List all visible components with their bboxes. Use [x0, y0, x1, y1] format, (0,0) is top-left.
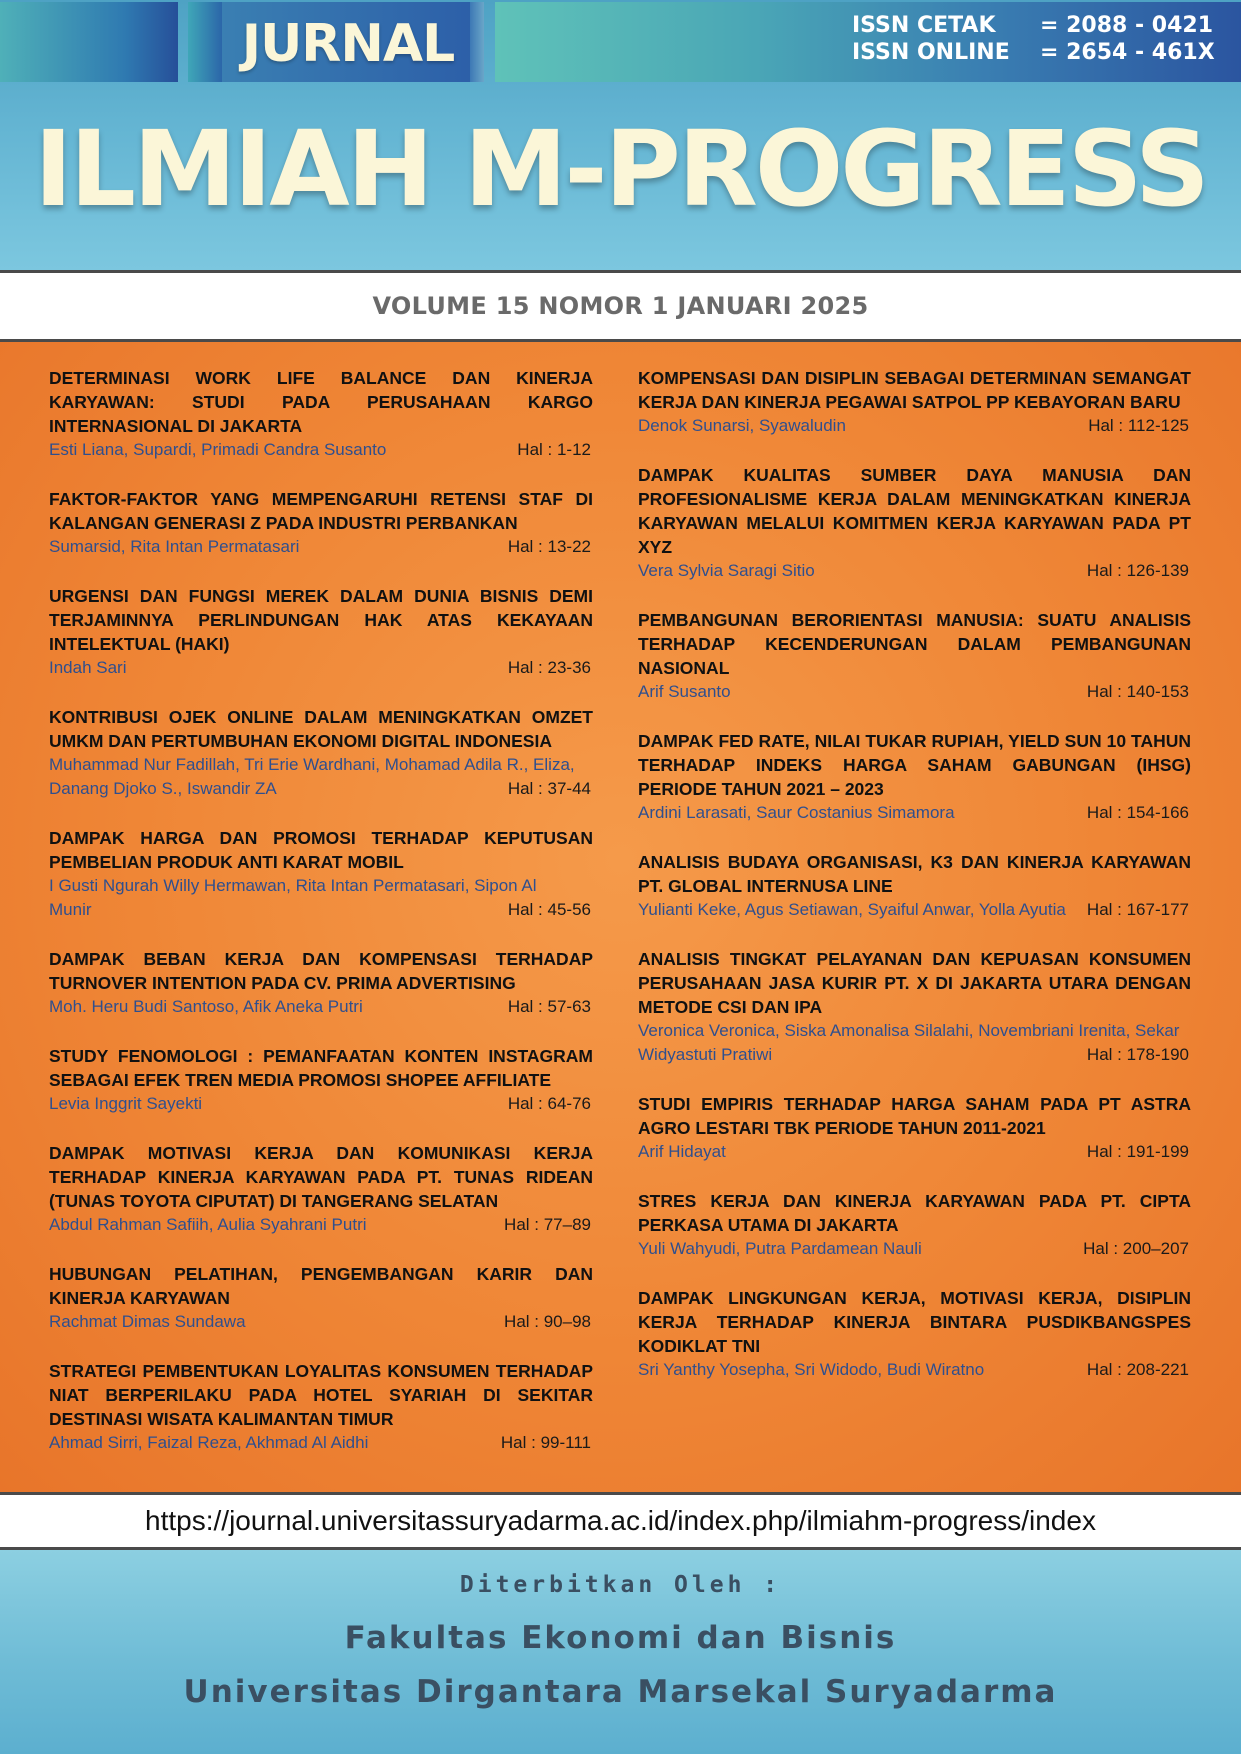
issn-block	[852, 12, 1232, 66]
article-pages: Hal : 191-199	[1086, 1142, 1189, 1161]
article-title[interactable]: STUDY FENOMOLOGI : PEMANFAATAN KONTEN INSTAGRAM SEBAGAI EFEK TREN MEDIA PROMOSI SHOPEE AFFILIATE	[49, 1046, 593, 1090]
article-meta-row	[49, 1431, 593, 1455]
article-title[interactable]: HUBUNGAN PELATIHAN, PENGEMBANGAN KARIR DAN KINERJA KARYAWAN	[49, 1264, 593, 1308]
header-band-decoration	[470, 2, 484, 82]
article-title[interactable]: DAMPAK KUALITAS SUMBER DAYA MANUSIA DAN PROFESIONALISME KERJA DALAM MENINGKATKAN KINERJA KARYAWAN MELALUI KOMITMEN KERJA KARYAWAN PADA PT XYZ	[638, 465, 1191, 557]
article-authors: Yuli Wahyudi, Putra Pardamean Nauli	[638, 1239, 922, 1258]
article-entry	[49, 1359, 593, 1455]
article-entry	[49, 705, 593, 801]
article-authors: Vera Sylvia Saragi Sitio	[638, 561, 815, 580]
journal-header	[0, 0, 1241, 270]
article-title[interactable]: STUDI EMPIRIS TERHADAP HARGA SAHAM PADA PT ASTRA AGRO LESTARI TBK PERIODE TAHUN 2011-2021	[638, 1094, 1191, 1138]
journal-url-link[interactable]: https://journal.universitassuryadarma.ac.id/index.php/ilmiahm-progress/index	[145, 1505, 1096, 1536]
article-authors: Esti Liana, Supardi, Primadi Candra Susanto	[49, 440, 387, 459]
article-pages: Hal : 112-125	[1088, 416, 1189, 435]
table-of-contents	[0, 342, 1241, 1492]
article-title[interactable]: KOMPENSASI DAN DISIPLIN SEBAGAI DETERMINAN SEMANGAT KERJA DAN KINERJA PEGAWAI SATPOL PP KEBAYORAN BARU	[638, 368, 1191, 412]
article-entry	[638, 1092, 1191, 1164]
article-title[interactable]: DAMPAK LINGKUNGAN KERJA, MOTIVASI KERJA, DISIPLIN KERJA TERHADAP KINERJA BINTARA PUSDIKBANGSPES KODIKLAT TNI	[638, 1288, 1191, 1356]
article-authors: Abdul Rahman Safiih, Aulia Syahrani Putri	[49, 1215, 367, 1234]
article-entry	[638, 608, 1191, 704]
article-pages: Hal : 99-111	[500, 1433, 591, 1452]
article-title[interactable]: DAMPAK MOTIVASI KERJA DAN KOMUNIKASI KERJA TERHADAP KINERJA KARYAWAN PADA PT. TUNAS RIDEAN (TUNAS TOYOTA CIPUTAT) DI TANGERANG SELATAN	[49, 1143, 593, 1211]
article-authors: Sumarsid, Rita Intan Permatasari	[49, 537, 300, 556]
article-entry	[49, 1044, 593, 1116]
article-authors: Denok Sunarsi, Syawaludin	[638, 416, 846, 435]
article-authors: I Gusti Ngurah Willy Hermawan, Rita Intan Permatasari, Sipon Al	[49, 876, 537, 895]
article-authors: Levia Inggrit Sayekti	[49, 1094, 203, 1113]
issn-print-label: ISSN CETAK	[852, 13, 996, 38]
publisher-footer	[0, 1550, 1241, 1754]
article-title[interactable]: DAMPAK BEBAN KERJA DAN KOMPENSASI TERHADAP TURNOVER INTENTION PADA CV. PRIMA ADVERTISING	[49, 949, 593, 993]
issn-online-row	[852, 39, 1232, 66]
article-entry	[638, 850, 1191, 922]
issn-print-row	[852, 12, 1232, 39]
issn-online-value: = 2654 - 461X	[1040, 40, 1215, 65]
article-title[interactable]: PEMBANGUNAN BERORIENTASI MANUSIA: SUATU ANALISIS TERHADAP KECENDERUNGAN DALAM PEMBANGUNAN NASIONAL	[638, 610, 1191, 678]
article-title[interactable]: STRES KERJA DAN KINERJA KARYAWAN PADA PT. CIPTA PERKASA UTAMA DI JAKARTA	[638, 1191, 1191, 1235]
article-authors: Moh. Heru Budi Santoso, Afik Aneka Putri	[49, 997, 363, 1016]
article-pages: Hal : 178-190	[1086, 1045, 1189, 1064]
article-entry	[49, 1262, 593, 1334]
article-meta-row	[638, 1140, 1191, 1164]
toc-left-column	[49, 366, 593, 1480]
issn-online-label: ISSN ONLINE	[852, 40, 1010, 65]
article-authors: Indah Sari	[49, 658, 127, 677]
volume-label: VOLUME 15 NOMOR 1 JANUARI 2025	[372, 292, 869, 320]
article-meta-row	[49, 1310, 593, 1334]
article-authors: Widyastuti Pratiwi	[638, 1045, 773, 1064]
article-authors: Ardini Larasati, Saur Costanius Simamora	[638, 803, 955, 822]
article-title[interactable]: ANALISIS TINGKAT PELAYANAN DAN KEPUASAN KONSUMEN PERUSAHAAN JASA KURIR PT. X DI JAKARTA UTARA DENGAN METODE CSI DAN IPA	[638, 949, 1191, 1017]
article-meta-row	[638, 680, 1191, 704]
article-title[interactable]: FAKTOR-FAKTOR YANG MEMPENGARUHI RETENSI STAF DI KALANGAN GENERASI Z PADA INDUSTRI PERBANKAN	[49, 489, 593, 533]
article-pages: Hal : 13-22	[507, 537, 591, 556]
article-title[interactable]: STRATEGI PEMBENTUKAN LOYALITAS KONSUMEN TERHADAP NIAT BERPERILAKU PADA HOTEL SYARIAH DI SEKITAR DESTINASI WISATA KALIMANTAN TIMUR	[49, 1361, 593, 1429]
article-entry	[638, 366, 1191, 438]
article-pages: Hal : 1-12	[517, 440, 591, 459]
article-authors: Rachmat Dimas Sundawa	[49, 1312, 246, 1331]
article-meta-row	[638, 898, 1191, 922]
article-meta-row	[49, 995, 593, 1019]
article-pages: Hal : 208-221	[1086, 1360, 1189, 1379]
article-pages: Hal : 57-63	[507, 997, 591, 1016]
article-meta-row	[49, 898, 593, 922]
article-entry	[49, 487, 593, 559]
volume-strip	[0, 270, 1241, 342]
article-pages: Hal : 167-177	[1086, 900, 1189, 919]
article-entry	[638, 947, 1191, 1067]
jurnal-label: JURNAL	[241, 14, 455, 74]
article-entry	[49, 947, 593, 1019]
article-entry	[49, 826, 593, 922]
article-pages: Hal : 154-166	[1086, 803, 1189, 822]
article-meta-row	[49, 656, 593, 680]
article-entry	[638, 1189, 1191, 1261]
article-meta-row	[49, 1092, 593, 1116]
article-pages: Hal : 77–89	[504, 1215, 591, 1234]
article-authors: Ahmad Sirri, Faizal Reza, Akhmad Al Aidhi	[49, 1433, 369, 1452]
article-title[interactable]: DETERMINASI WORK LIFE BALANCE DAN KINERJA KARYAWAN: STUDI PADA PERUSAHAAN KARGO INTERNASIONAL DI JAKARTA	[49, 368, 593, 436]
article-title[interactable]: ANALISIS BUDAYA ORGANISASI, K3 DAN KINERJA KARYAWAN PT. GLOBAL INTERNUSA LINE	[638, 852, 1191, 896]
article-pages: Hal : 90–98	[504, 1312, 591, 1331]
article-meta-row	[49, 535, 593, 559]
article-meta-row	[638, 1358, 1191, 1382]
article-pages: Hal : 126-139	[1086, 561, 1189, 580]
url-strip	[0, 1492, 1241, 1550]
article-authors: Arif Susanto	[638, 682, 731, 701]
article-entry	[49, 366, 593, 462]
article-authors: Munir	[49, 900, 92, 919]
article-meta-row	[49, 777, 593, 801]
article-entry	[49, 1141, 593, 1237]
article-pages: Hal : 37-44	[507, 779, 591, 798]
article-authors: Muhammad Nur Fadillah, Tri Erie Wardhani, Mohamad Adila R., Eliza,	[49, 755, 575, 774]
article-meta-row	[638, 1043, 1191, 1067]
header-band-decoration	[0, 2, 178, 82]
issn-print-value: = 2088 - 0421	[1040, 13, 1214, 38]
article-authors: Yulianti Keke, Agus Setiawan, Syaiful Anwar, Yolla Ayutia	[638, 900, 1066, 919]
article-pages: Hal : 64-76	[507, 1094, 591, 1113]
article-entry	[638, 729, 1191, 825]
article-meta-row	[638, 1237, 1191, 1261]
article-meta-row	[638, 801, 1191, 825]
article-title[interactable]: DAMPAK FED RATE, NILAI TUKAR RUPIAH, YIELD SUN 10 TAHUN TERHADAP INDEKS HARGA SAHAM GABUNGAN (IHSG) PERIODE TAHUN 2021 – 2023	[638, 731, 1191, 799]
university-name: Universitas Dirgantara Marsekal Suryadarma	[183, 1674, 1058, 1710]
journal-title: ILMIAH M-PROGRESS	[34, 108, 1207, 230]
article-entry	[49, 584, 593, 680]
published-by-label: Diterbitkan Oleh :	[459, 1572, 782, 1598]
article-authors: Danang Djoko S., Iswandir ZA	[49, 779, 277, 798]
faculty-name: Fakultas Ekonomi dan Bisnis	[344, 1620, 897, 1656]
article-meta-row	[49, 1213, 593, 1237]
toc-right-column	[638, 366, 1191, 1407]
article-entry	[638, 1286, 1191, 1382]
header-band-decoration	[188, 2, 224, 82]
article-title[interactable]: DAMPAK HARGA DAN PROMOSI TERHADAP KEPUTUSAN PEMBELIAN PRODUK ANTI KARAT MOBIL	[49, 828, 593, 872]
article-entry	[638, 463, 1191, 583]
article-meta-row	[638, 559, 1191, 583]
article-authors: Arif Hidayat	[638, 1142, 726, 1161]
article-authors: Sri Yanthy Yosepha, Sri Widodo, Budi Wiratno	[638, 1360, 985, 1379]
article-title[interactable]: KONTRIBUSI OJEK ONLINE DALAM MENINGKATKAN OMZET UMKM DAN PERTUMBUHAN EKONOMI DIGITAL INDONESIA	[49, 707, 593, 751]
article-pages: Hal : 140-153	[1086, 682, 1189, 701]
article-pages: Hal : 45-56	[507, 900, 591, 919]
article-pages: Hal : 23-36	[507, 658, 591, 677]
article-meta-row	[638, 414, 1191, 438]
article-title[interactable]: URGENSI DAN FUNGSI MEREK DALAM DUNIA BISNIS DEMI TERJAMINNYA PERLINDUNGAN HAK ATAS KEKAYAAN INTELEKTUAL (HAKI)	[49, 586, 593, 654]
article-pages: Hal : 200–207	[1083, 1239, 1189, 1258]
article-authors: Veronica Veronica, Siska Amonalisa Silalahi, Novembriani Irenita, Sekar	[638, 1021, 1180, 1040]
article-meta-row	[49, 438, 593, 462]
